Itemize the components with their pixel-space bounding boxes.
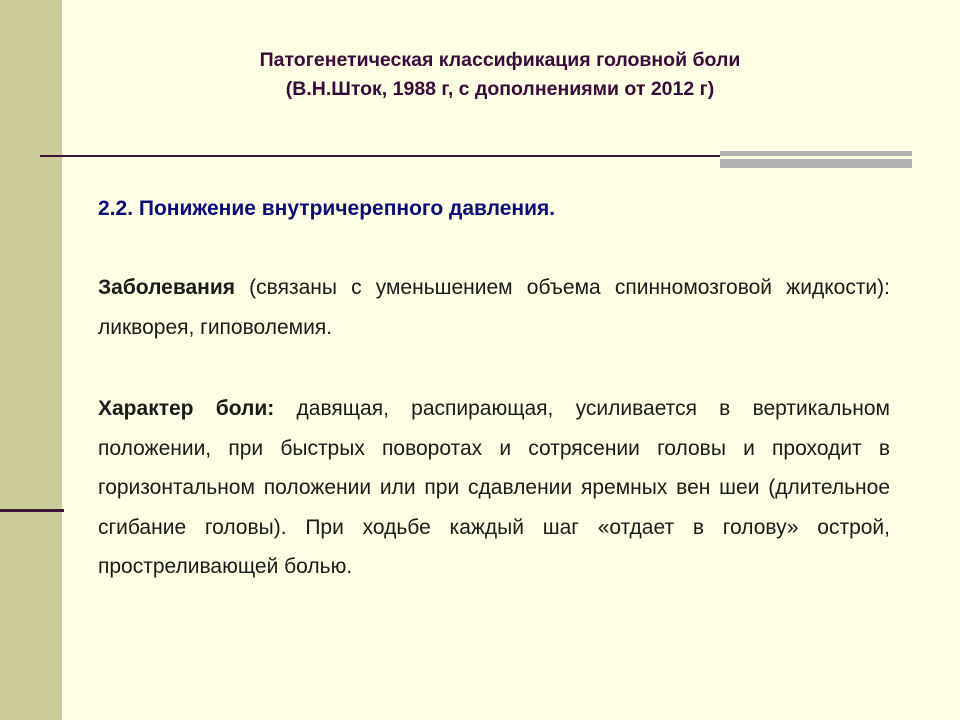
section-heading: 2.2. Понижение внутричерепного давления. xyxy=(98,197,556,220)
left-decorative-band xyxy=(0,0,62,720)
pain-character-paragraph xyxy=(98,389,890,587)
pain-character-text: давящая, распирающая, усиливается в вертикальном положении, при быстрых поворотах и сотрясении головы и проходит в горизонтальном положении или при сдавлении яремных вен шеи (длительное сгибание головы). При ходьбе каждый шаг «отдает в голову» острой, простреливающей болью. xyxy=(98,397,890,578)
slide-title xyxy=(100,46,900,104)
title-line-2: (В.Н.Шток, 1988 г, с дополнениями от 2012 г) xyxy=(285,78,715,100)
pain-character-lead: Характер боли: xyxy=(98,397,275,420)
diseases-paragraph xyxy=(98,268,890,347)
left-band-divider xyxy=(0,509,64,512)
slide-body xyxy=(98,190,890,587)
diseases-lead: Заболевания xyxy=(98,276,236,299)
title-line-1: Патогенетическая классификация головной боли xyxy=(259,49,741,71)
title-accent-bar xyxy=(720,151,912,168)
diseases-text: (связаны с уменьшением объема спинномозговой жидкости): ликворея, гиповолемия. xyxy=(98,276,890,339)
